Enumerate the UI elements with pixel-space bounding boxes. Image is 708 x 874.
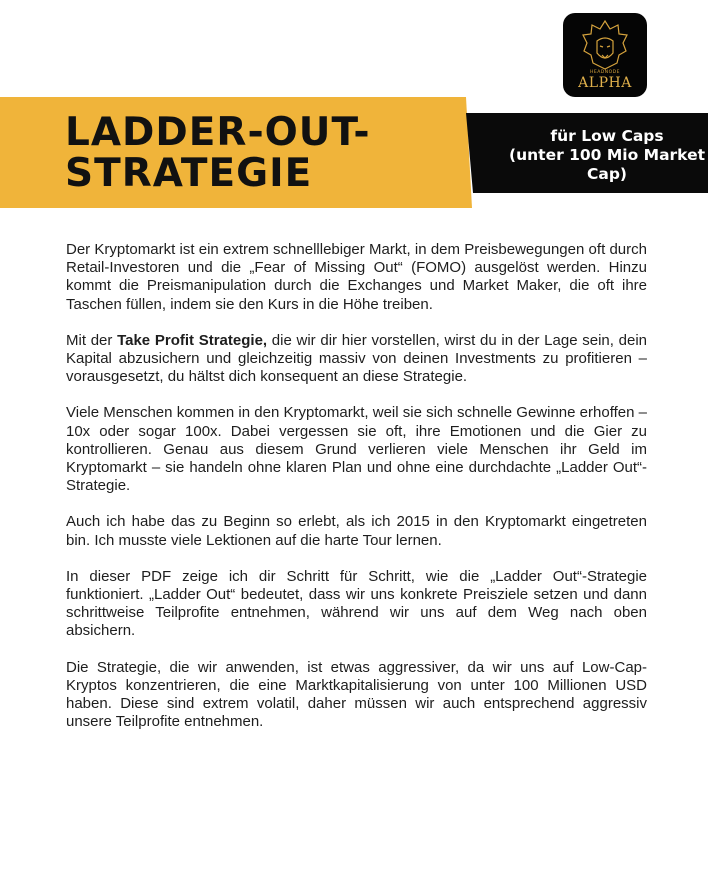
- paragraph-2: [66, 332, 647, 387]
- subtitle-line-1: für Low Caps: [550, 127, 664, 145]
- page-title: [65, 112, 371, 194]
- paragraph-3: Viele Menschen kommen in den Kryptomarkt, weil sie sich schnelle Gewinne erhoffen – 10x oder sogar 100x. Dabei vergessen sie oft, ihre Emotionen und die Gier zu kontrollieren. Genau aus diesem Grund verlieren viele Menschen ihr Geld im Kryptomarkt – sie handeln ohne klaren Plan und ohne eine durchdachte „Ladder Out“-Strategie.: [66, 404, 647, 495]
- page-subtitle: [487, 127, 708, 184]
- title-line-2: STRATEGIE: [65, 151, 313, 196]
- brand-logo: [563, 13, 647, 97]
- paragraph-5: In dieser PDF zeige ich dir Schritt für Schritt, wie die „Ladder Out“-Strategie funktioniert. „Ladder Out“ bedeutet, dass wir uns konkrete Preisziele setzen und dann schrittweise Teilprofite entnehmen, während wir uns auf dem Weg nach oben absichern.: [66, 567, 647, 640]
- body-text: [66, 241, 647, 749]
- paragraph-1: Der Kryptomarkt ist ein extrem schnelllebiger Markt, in dem Preisbewegungen oft durch Retail-Investoren und die „Fear of Missing Out“ (FOMO) ausgelöst werden. Hinzu kommt die Preismanipulation durch die Exchanges und Market Maker, die oft ihre Taschen füllen, indem sie den Kurs in die Höhe treiben.: [66, 241, 647, 313]
- logo-brand-text: ALPHA: [578, 75, 632, 91]
- paragraph-4: Auch ich habe das zu Beginn so erlebt, als ich 2015 in den Kryptomarkt eingetreten bin. Ich musste viele Lektionen auf die harte Tour lernen.: [66, 513, 647, 549]
- title-line-1: LADDER-OUT-: [65, 110, 371, 155]
- paragraph-2-rest: die wir dir hier vorstellen, wirst du in der Lage sein, dein Kapital abzusichern und gleichzeitig massiv von deinen Investments zu profitieren – vorausgesetzt, du hältst dich konsequent an diese Strategie.: [66, 331, 647, 386]
- subtitle-line-2: (unter 100 Mio Market: [509, 146, 705, 164]
- logo-small-text: HEADNODE: [590, 70, 620, 75]
- paragraph-6: Die Strategie, die wir anwenden, ist etwas aggressiver, da wir uns auf Low-Cap-Kryptos konzentrieren, die eine Marktkapitalisierung von unter 100 Millionen USD haben. Diese sind extrem volatil, daher müssen wir auch entsprechend aggressiv unsere Teilprofite entnehmen.: [66, 658, 647, 731]
- subtitle-line-3: Cap): [586, 165, 627, 183]
- paragraph-2-emphasis: Take Profit Strategie,: [117, 331, 268, 349]
- paragraph-2-intro: Mit der: [66, 331, 118, 349]
